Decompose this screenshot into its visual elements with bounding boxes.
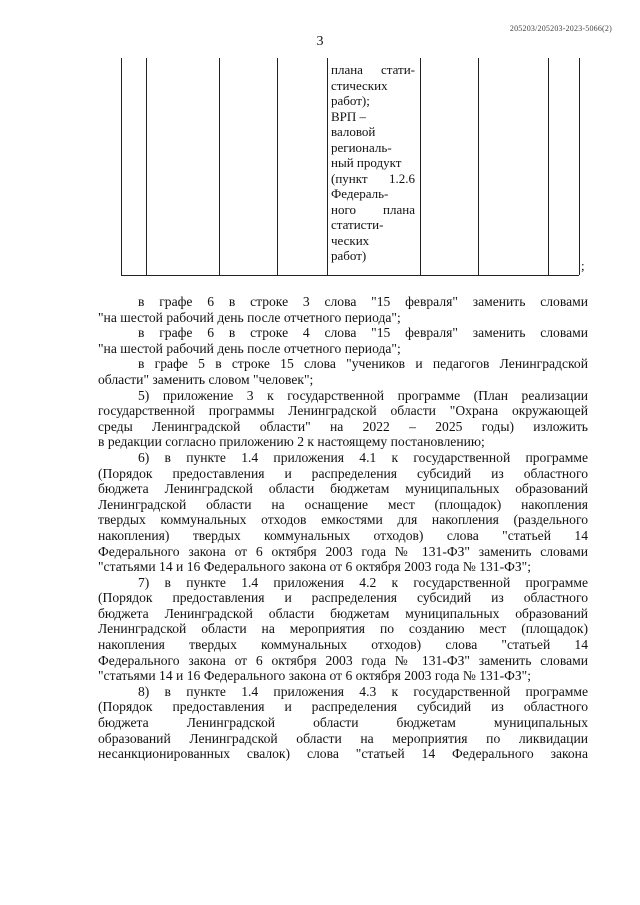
table-border-right: [579, 58, 580, 275]
text-line: "статьями 14 и 16 Федерального закона от 6 октября 2003 года № 131-ФЗ";: [98, 668, 531, 684]
cell-line: плана стати-: [331, 62, 415, 77]
text-line: (Порядок предоставления и распределения субсидий из областного: [98, 590, 588, 606]
text-line: 5) приложение 3 к государственной программе (План реализации: [138, 387, 588, 403]
table-trailing-semicolon: ;: [581, 258, 585, 273]
text-line: в графе 6 в строке 4 слова "15 февраля" заменить словами: [138, 325, 588, 341]
document-id: 205203/205203-2023-5066(2): [509, 24, 612, 33]
table-column-divider: [548, 58, 549, 275]
text-line: образований Ленинградской области на мероприятия по ликвидации: [98, 730, 588, 746]
text-line: Ленинградской области на оснащение мест (площадок) накопления: [98, 496, 588, 512]
text-line: "на шестой рабочий день после отчетного периода";: [98, 309, 401, 325]
text-line: "статьями 14 и 16 Федерального закона от 6 октября 2003 года № 131-ФЗ";: [98, 559, 531, 575]
cell-line: ВРП –: [331, 108, 367, 124]
table-border-left: [121, 58, 122, 275]
text-line: 8) в пункте 1.4 приложения 4.3 к государственной программе: [138, 683, 588, 699]
cell-line: (пункт 1.2.6: [331, 170, 415, 186]
table-column-divider: [219, 58, 220, 275]
table-column-divider: [146, 58, 147, 275]
cell-line: валовой: [331, 124, 376, 139]
text-line: (Порядок предоставления и распределения субсидий из областного: [98, 465, 588, 481]
text-line: в графе 6 в строке 3 слова "15 февраля" заменить словами: [138, 294, 588, 309]
text-line: в редакции согласно приложению 2 к настоящему постановлению;: [98, 434, 485, 450]
cell-line: ный продукт: [331, 155, 402, 170]
cell-line: статисти-: [331, 217, 384, 232]
table-column-divider: [277, 58, 278, 275]
text-line: (Порядок предоставления и распределения субсидий из областного: [98, 699, 588, 715]
text-line: накопления) твердых коммунальных отходов) слова "статьей 14: [98, 527, 588, 543]
cell-line: ного плана: [331, 201, 415, 217]
text-line: среды Ленинградской области" на 2022 – 2025 годы) изложить: [98, 418, 588, 434]
text-line: бюджета Ленинградской области бюджетам муниципальных образований: [98, 605, 588, 621]
page-number: 3: [316, 34, 324, 49]
document-body: [98, 294, 588, 762]
text-line: несанкционированных свалок) слова "статьей 14 Федерального закона: [98, 746, 588, 762]
text-line: "на шестой рабочий день после отчетного периода";: [98, 340, 401, 356]
table-column-divider: [478, 58, 479, 275]
table-column-divider: [327, 58, 328, 275]
cell-line: работ): [331, 248, 367, 263]
text-line: бюджета Ленинградской области бюджетам муниципальных: [98, 715, 588, 731]
text-line: Федерального закона от 6 октября 2003 года № 131-ФЗ" заменить словами: [98, 543, 588, 559]
table-border-bottom: [121, 275, 579, 276]
cell-line: региональ-: [331, 139, 392, 155]
text-line: государственной программы Ленинградской области "Охрана окружающей: [98, 403, 588, 419]
text-line: в графе 5 в строке 15 слова "учеников и педагогов Ленинградской: [138, 356, 588, 372]
text-line: накопления твердых коммунальных отходов) слова "статьей 14: [98, 637, 588, 653]
table-column-divider: [420, 58, 421, 275]
text-line: бюджета Ленинградской области бюджетам муниципальных образований: [98, 481, 588, 497]
text-line: области" заменить словом "человек";: [98, 371, 314, 387]
text-line: твердых коммунальных отходов емкостями для накопления (раздельного: [98, 512, 588, 528]
text-line: 6) в пункте 1.4 приложения 4.1 к государственной программе: [138, 449, 588, 465]
table-cell-text: [331, 62, 415, 264]
cell-line: ческих: [331, 232, 370, 248]
text-line: Федерального закона от 6 октября 2003 года № 131-ФЗ" заменить словами: [98, 652, 588, 668]
cell-line: работ);: [331, 93, 370, 108]
cell-line: Федераль-: [331, 186, 389, 201]
text-line: 7) в пункте 1.4 приложения 4.2 к государственной программе: [138, 574, 588, 590]
cell-line: стических: [331, 77, 388, 93]
text-line: Ленинградской области на мероприятия по созданию мест (площадок): [98, 621, 588, 637]
